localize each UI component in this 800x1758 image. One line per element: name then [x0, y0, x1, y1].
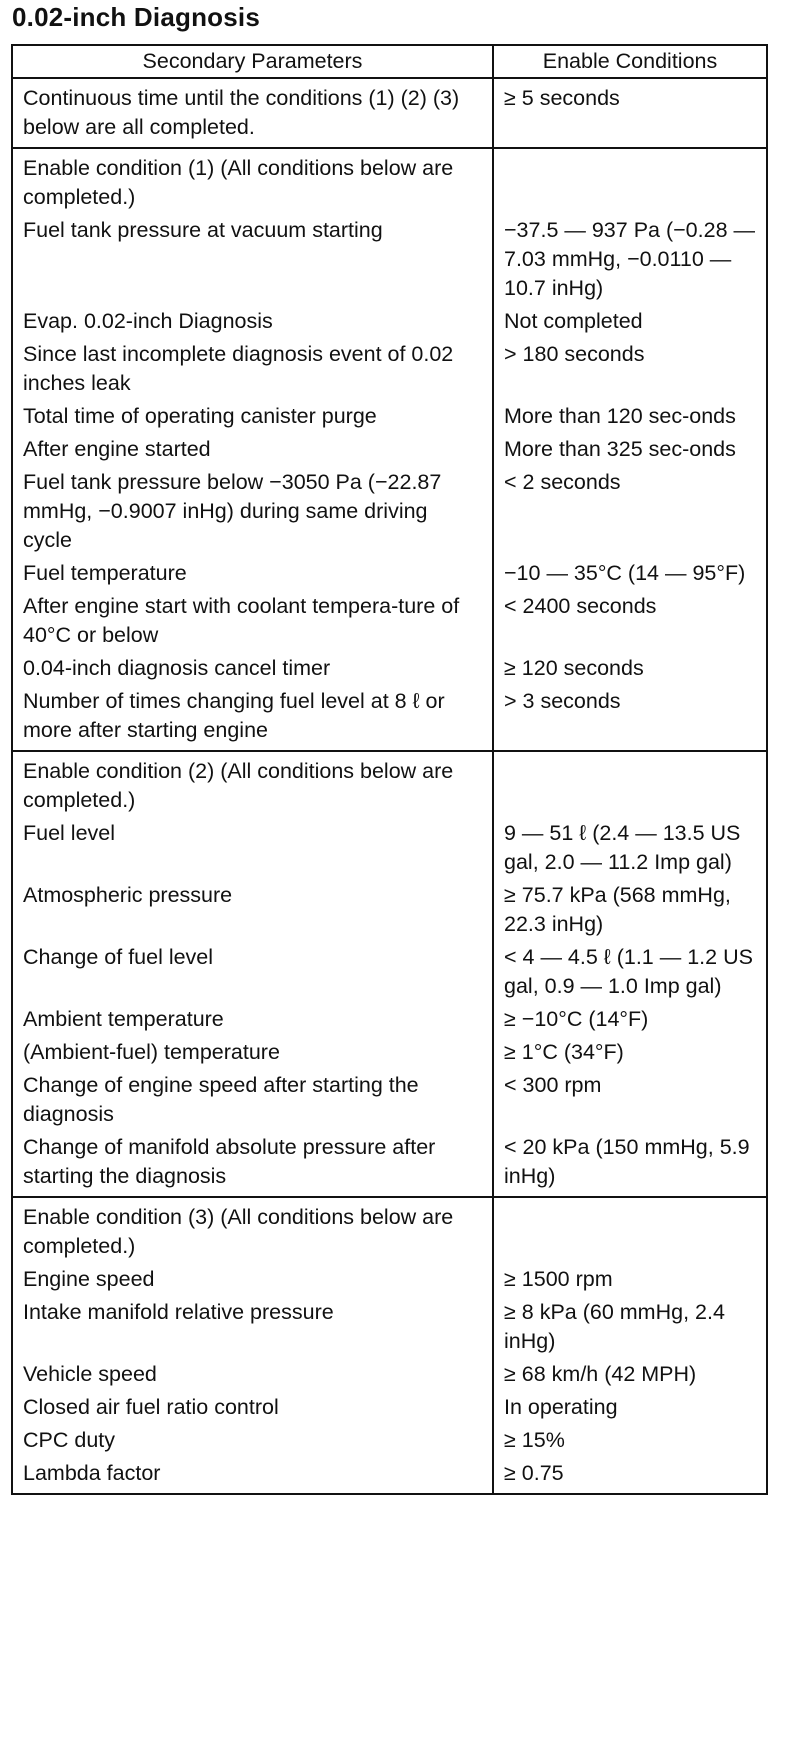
condition-cell: −10 — 35°C (14 — 95°F)	[504, 561, 746, 585]
condition-cell: < 300 rpm	[504, 1073, 602, 1097]
parameter-cell: Continuous time until the conditions (1) (2) (3) below are all completed.	[13, 79, 494, 147]
parameter-cell: Since last incomplete diagnosis event of 0.02 inches leak	[13, 338, 494, 400]
parameter-cell: Total time of operating canister purge	[13, 400, 494, 433]
parameter-cell: Change of fuel level	[13, 941, 494, 1003]
condition-cell	[494, 149, 766, 214]
table-row	[13, 1391, 766, 1424]
condition-cell	[494, 1198, 766, 1263]
parameter-cell: Evap. 0.02-inch Diagnosis	[13, 305, 494, 338]
parameter-cell: (Ambient-fuel) temperature	[13, 1036, 494, 1069]
parameter-cell: Intake manifold relative pressure	[13, 1296, 494, 1358]
parameter-cell: Number of times changing fuel level at 8 ℓ or more after starting engine	[13, 685, 494, 750]
condition-cell: ≥ 1°C (34°F)	[504, 1040, 624, 1064]
table-group	[13, 1198, 766, 1493]
condition-cell: > 3 seconds	[504, 689, 621, 713]
condition-cell: ≥ 75.7 kPa (568 mmHg, 22.3 inHg)	[504, 883, 731, 936]
table-row	[13, 214, 766, 305]
condition-cell: ≥ −10°C (14°F)	[504, 1007, 649, 1031]
condition-cell: More than 325 sec-onds	[504, 437, 736, 461]
condition-cell: ≥ 8 kPa (60 mmHg, 2.4 inHg)	[504, 1300, 725, 1353]
table-row	[13, 1263, 766, 1296]
parameter-cell: Fuel tank pressure at vacuum starting	[13, 214, 494, 305]
parameter-cell: Fuel temperature	[13, 557, 494, 590]
parameter-cell: Vehicle speed	[13, 1358, 494, 1391]
table-group	[13, 149, 766, 752]
parameter-cell: Ambient temperature	[13, 1003, 494, 1036]
table-row	[13, 433, 766, 466]
parameter-cell: Fuel tank pressure below −3050 Pa (−22.87 mmHg, −0.9007 inHg) during same driving cycle	[13, 466, 494, 557]
page-title: 0.02-inch Diagnosis	[12, 2, 260, 32]
parameter-cell: Enable condition (1) (All conditions below are completed.)	[13, 149, 494, 214]
parameter-cell: Lambda factor	[13, 1457, 494, 1493]
table-header	[13, 46, 766, 79]
table-row	[13, 305, 766, 338]
table-group	[13, 79, 766, 149]
table-row	[13, 685, 766, 750]
table-row	[13, 817, 766, 879]
parameter-cell: CPC duty	[13, 1424, 494, 1457]
condition-cell: < 2400 seconds	[504, 594, 657, 618]
table-row	[13, 1198, 766, 1263]
condition-cell: −37.5 — 937 Pa (−0.28 — 7.03 mmHg, −0.0110 — 10.7 inHg)	[504, 218, 755, 300]
table-row	[13, 466, 766, 557]
condition-cell: ≥ 120 seconds	[504, 656, 644, 680]
parameter-cell: After engine started	[13, 433, 494, 466]
condition-cell: ≥ 5 seconds	[504, 86, 620, 110]
table-group	[13, 752, 766, 1198]
conditions-table	[11, 44, 768, 1495]
parameter-cell: Fuel level	[13, 817, 494, 879]
parameter-cell: Engine speed	[13, 1263, 494, 1296]
table-row	[13, 1003, 766, 1036]
table-row	[13, 338, 766, 400]
condition-cell: ≥ 68 km/h (42 MPH)	[504, 1362, 697, 1386]
condition-cell	[494, 752, 766, 817]
condition-cell: ≥ 15%	[504, 1428, 565, 1452]
condition-cell: 9 — 51 ℓ (2.4 — 13.5 US gal, 2.0 — 11.2 Imp gal)	[504, 821, 741, 874]
header-secondary-parameters: Secondary Parameters	[13, 46, 494, 77]
table-row	[13, 1358, 766, 1391]
condition-cell: More than 120 sec-onds	[504, 404, 736, 428]
table-row	[13, 941, 766, 1003]
condition-cell: > 180 seconds	[504, 342, 645, 366]
parameter-cell: Closed air fuel ratio control	[13, 1391, 494, 1424]
condition-cell: ≥ 0.75	[504, 1461, 564, 1485]
parameter-cell: Change of manifold absolute pressure after starting the diagnosis	[13, 1131, 494, 1196]
condition-cell: Not completed	[504, 309, 643, 333]
table-row	[13, 1131, 766, 1196]
condition-cell: < 2 seconds	[504, 470, 621, 494]
table-row	[13, 1296, 766, 1358]
table-row	[13, 1036, 766, 1069]
table-row	[13, 79, 766, 147]
parameter-cell: Atmospheric pressure	[13, 879, 494, 941]
parameter-cell: Change of engine speed after starting the diagnosis	[13, 1069, 494, 1131]
condition-cell: In operating	[504, 1395, 618, 1419]
table-row	[13, 1457, 766, 1493]
table-row	[13, 557, 766, 590]
parameter-cell: Enable condition (3) (All conditions below are completed.)	[13, 1198, 494, 1263]
table-row	[13, 752, 766, 817]
table-row	[13, 1069, 766, 1131]
table-row	[13, 590, 766, 652]
parameter-cell: 0.04-inch diagnosis cancel timer	[13, 652, 494, 685]
table-row	[13, 149, 766, 214]
table-row	[13, 400, 766, 433]
condition-cell: ≥ 1500 rpm	[504, 1267, 613, 1291]
table-body	[13, 79, 766, 1493]
condition-cell: < 4 — 4.5 ℓ (1.1 — 1.2 US gal, 0.9 — 1.0 Imp gal)	[504, 945, 753, 998]
condition-cell: < 20 kPa (150 mmHg, 5.9 inHg)	[504, 1135, 750, 1188]
table-row	[13, 1424, 766, 1457]
parameter-cell: Enable condition (2) (All conditions below are completed.)	[13, 752, 494, 817]
header-enable-conditions: Enable Conditions	[542, 49, 718, 73]
table-row	[13, 879, 766, 941]
table-row	[13, 652, 766, 685]
parameter-cell: After engine start with coolant tempera-ture of 40°C or below	[13, 590, 494, 652]
